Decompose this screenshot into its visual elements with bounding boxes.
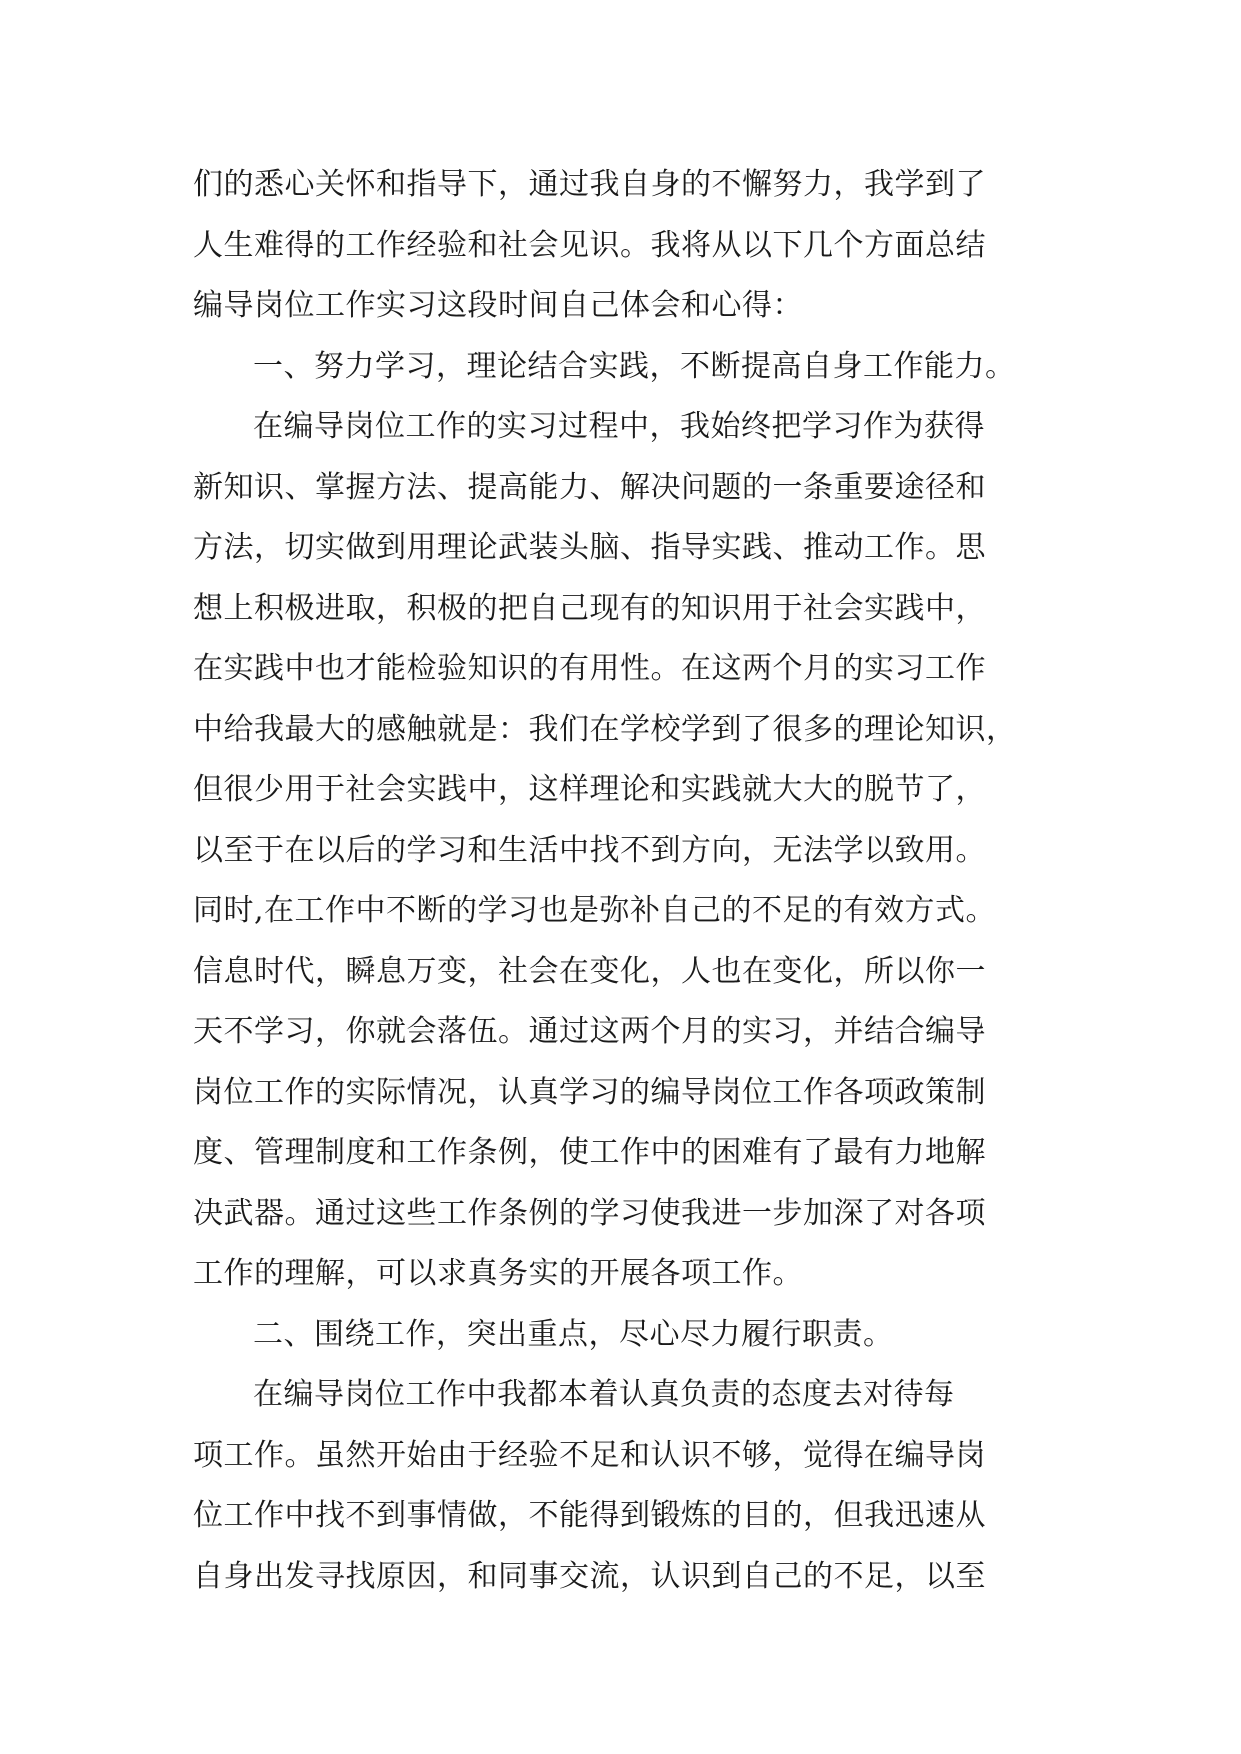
text-line: 位工作中找不到事情做，不能得到锻炼的目的，但我迅速从 <box>193 1498 986 1533</box>
paragraph-start: 在编导岗位工作中我都本着认真负责的态度去对待每 <box>253 1377 955 1412</box>
text-line: 但很少用于社会实践中，这样理论和实践就大大的脱节了， <box>193 772 986 807</box>
section-heading-1: 一、努力学习，理论结合实践，不断提高自身工作能力。 <box>253 348 1016 384</box>
text-line: 工作的理解，可以求真务实的开展各项工作。 <box>193 1256 803 1291</box>
text-line: 岗位工作的实际情况，认真学习的编导岗位工作各项政策制 <box>193 1074 986 1110</box>
text-line: 方法，切实做到用理论武装头脑、指导实践、推动工作。思 <box>193 530 986 565</box>
text-line: 信息时代，瞬息万变，社会在变化，人也在变化，所以你一 <box>193 953 986 989</box>
text-line: 想上积极进取，积极的把自己现有的知识用于社会实践中， <box>193 590 986 626</box>
text-line: 人生难得的工作经验和社会见识。我将从以下几个方面总结 <box>193 227 986 263</box>
text-line: 度、管理制度和工作条例，使工作中的困难有了最有力地解 <box>193 1135 986 1170</box>
text-line: 同时,在工作中不断的学习也是弥补自己的不足的有效方式。 <box>193 893 997 928</box>
text-line: 自身出发寻找原因，和同事交流，认识到自己的不足，以至 <box>193 1558 986 1594</box>
text-line: 项工作。虽然开始由于经验不足和认识不够，觉得在编导岗 <box>193 1437 986 1473</box>
text-line: 编导岗位工作实习这段时间自己体会和心得： <box>193 288 803 323</box>
text-line: 中给我最大的感触就是：我们在学校学到了很多的理论知识， <box>193 711 1017 747</box>
text-line: 在实践中也才能检验知识的有用性。在这两个月的实习工作 <box>193 651 986 686</box>
paragraph-start: 在编导岗位工作的实习过程中，我始终把学习作为获得 <box>253 409 985 444</box>
section-heading-2: 二、围绕工作，突出重点，尽心尽力履行职责。 <box>253 1316 894 1352</box>
text-line: 们的悉心关怀和指导下，通过我自身的不懈努力，我学到了 <box>193 167 986 202</box>
text-line: 决武器。通过这些工作条例的学习使我进一步加深了对各项 <box>193 1195 986 1231</box>
body-text <box>193 155 1093 1607</box>
text-line: 以至于在以后的学习和生活中找不到方向，无法学以致用。 <box>193 832 986 868</box>
text-line: 天不学习，你就会落伍。通过这两个月的实习，并结合编导 <box>193 1014 986 1049</box>
text-line: 新知识、掌握方法、提高能力、解决问题的一条重要途径和 <box>193 469 986 505</box>
